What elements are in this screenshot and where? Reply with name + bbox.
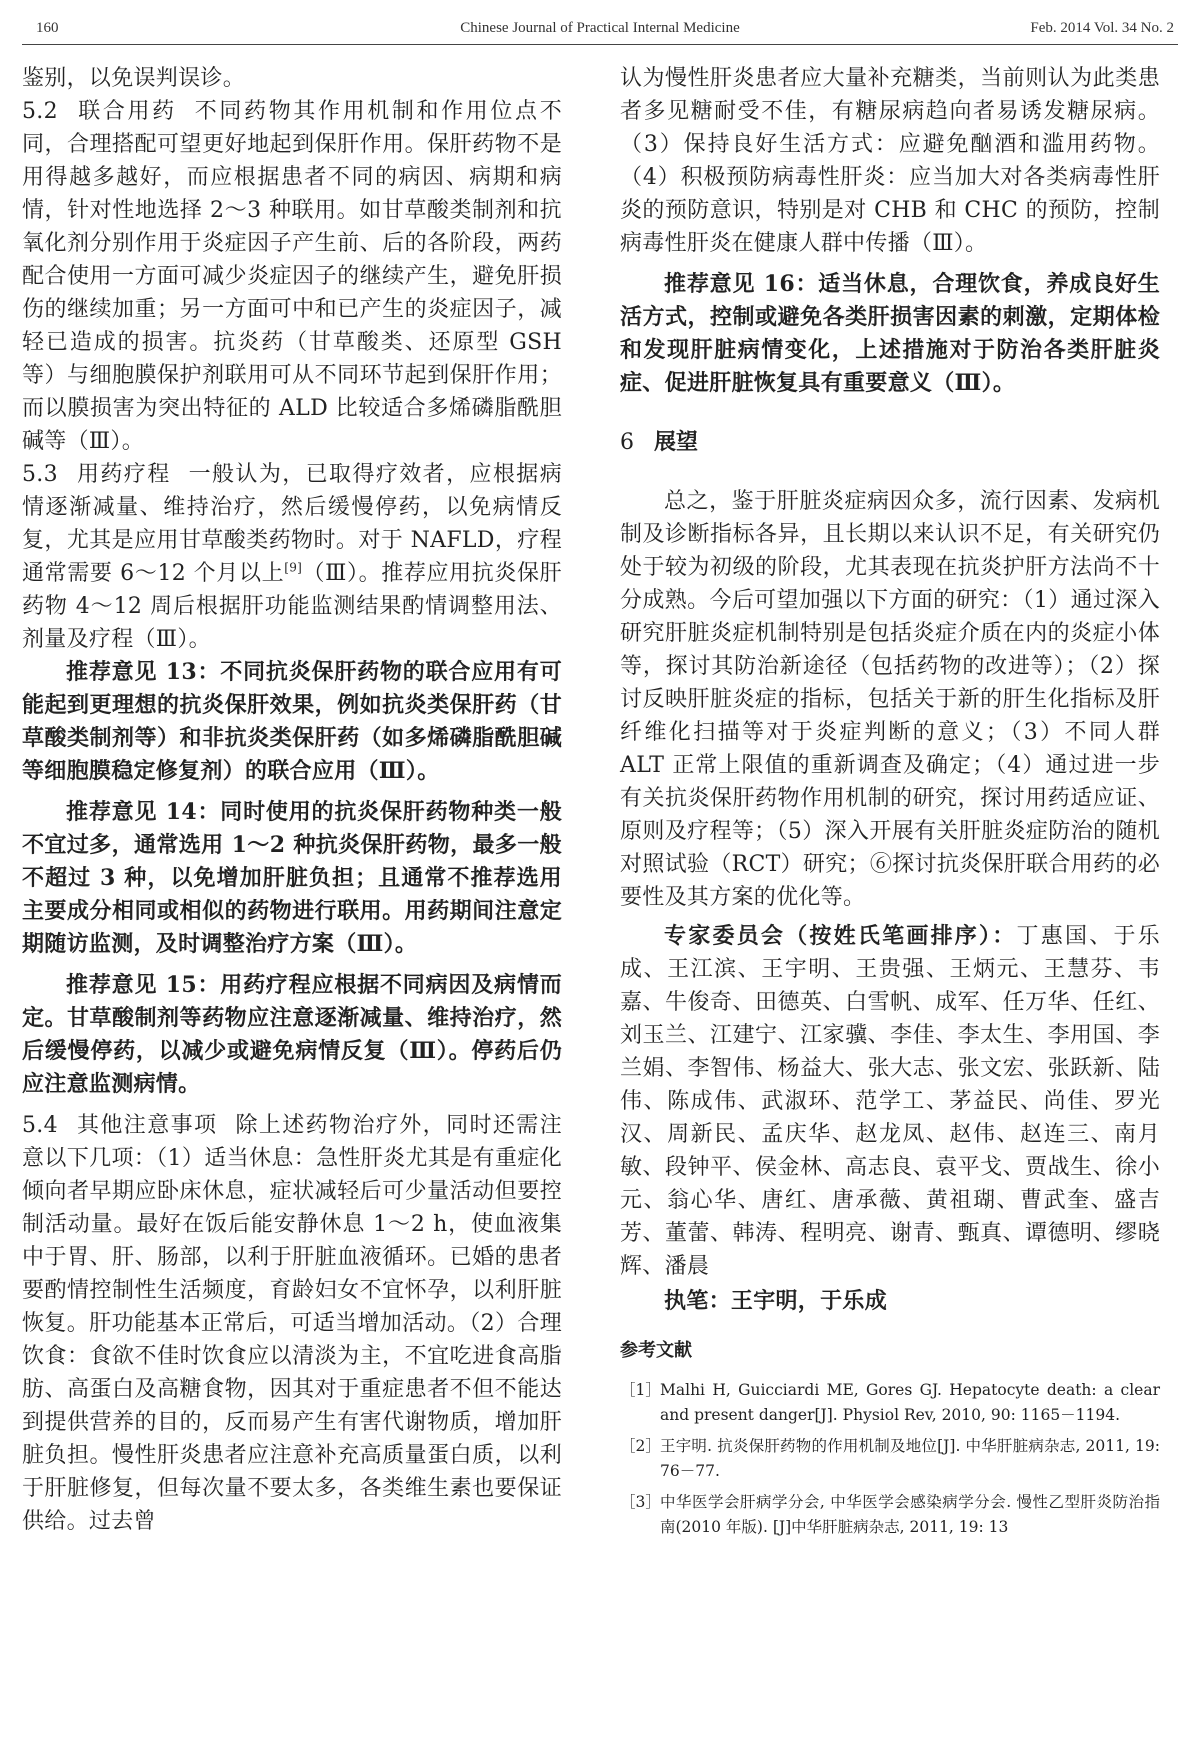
reference-item bbox=[620, 1378, 1160, 1428]
reference-item bbox=[620, 1490, 1160, 1540]
issue-info: Feb. 2014 Vol. 34 No. 2 bbox=[1030, 20, 1174, 36]
committee-names: 丁惠国、于乐成、王江滨、王宇明、王贵强、王炳元、王慧芬、韦嘉、牛俊奇、田德英、白雪帆、成军、任万华、任红、刘玉兰、江建宁、江家骥、李佳、李太生、李用国、李兰娟、李智伟、杨益大、张大志、张文宏、张跃新、陆伟、陈成伟、武淑环、范学工、茅益民、尚佳、罗光汉、周新民、孟庆华、赵龙凤、赵伟、赵连三、南月敏、段钟平、侯金林、高志良、袁平戈、贾战生、徐小元、翁心华、唐红、唐承薇、黄祖瑚、曹武奎、盛吉芳、董蕾、韩涛、程明亮、谢青、甄真、谭德明、缪晓辉、潘晨 bbox=[620, 924, 1160, 1279]
section-body: 不同药物其作用机制和作用位点不同，合理搭配可望更好地起到保肝作用。保肝药物不是用得越多越好，而应根据患者不同的病因、病期和病情，针对性地选择 2～3 种联用。如甘草酸类制剂和抗氧化剂分别作用于炎症因子产生前、后的各阶段，两药配合使用一方面可减少炎症因子的继续产生，避免肝损伤的继续加重；另一方面可中和已产生的炎症因子，减轻已造成的损害。抗炎药（甘草酸类、还原型 GSH 等）与细胞膜保护剂联用可从不同环节起到保肝作用；而以膜损害为突出特征的 ALD 比较适合多烯磷脂酰胆碱等（Ⅲ）。 bbox=[22, 99, 562, 454]
page-header bbox=[22, 14, 1178, 45]
left-column bbox=[22, 62, 562, 1538]
writers-line: 执笔：王宇明，于乐成 bbox=[664, 1288, 888, 1314]
section-body: 一般认为，已取得疗效者，应根据病情逐渐减量、维持治疗，然后缓慢停药，以免病情反复，尤其是应用甘草酸类药物时。对于 NAFLD，疗程通常需要 6～12 个月以上 bbox=[22, 462, 562, 586]
right-column bbox=[620, 62, 1160, 1546]
section-title: 展望 bbox=[654, 429, 699, 455]
section-5-3 bbox=[22, 458, 562, 656]
references-heading: 参考文献 bbox=[620, 1340, 692, 1361]
continued-paragraph: 认为慢性肝炎患者应大量补充糖类，当前则认为此类患者多见糖耐受不佳，有糖尿病趋向者易诱发糖尿病。（3）保持良好生活方式：应避免酗酒和滥用药物。（4）积极预防病毒性肝炎：应当加大对各类病毒性肝炎的预防意识，特别是对 CHB 和 CHC 的预防，控制病毒性肝炎在健康人群中传播（Ⅲ）。 bbox=[620, 66, 1160, 256]
journal-title: Chinese Journal of Practical Internal Medicine bbox=[460, 20, 740, 36]
section-5-4 bbox=[22, 1109, 562, 1538]
section-5-2 bbox=[22, 95, 562, 458]
citation: [9] bbox=[284, 560, 303, 575]
section-title: 联合用药 bbox=[75, 99, 177, 124]
section-title: 其他注意事项 bbox=[75, 1113, 218, 1138]
reference-text: 中华医学会肝病学分会, 中华医学会感染病学分会. 慢性乙型肝炎防治指南(2010 年版). [J]中华肝脏病杂志, 2011, 19: 13 bbox=[660, 1493, 1160, 1536]
recommendation-14: 推荐意见 14：同时使用的抗炎保肝药物种类一般不宜过多，通常选用 1～2 种抗炎保肝药物，最多一般不超过 3 种，以免增加肝脏负担；且通常不推荐选用主要成分相同或相似的药物进行联用。用药期间注意定期随访监测，及时调整治疗方案（Ⅲ）。 bbox=[22, 799, 562, 957]
section-6-heading bbox=[620, 426, 1160, 459]
reference-text: Malhi H, Guicciardi ME, Gores GJ. Hepatocyte death: a clear and present danger[J]. Physiol Rev, 2010, 90: 1165－1194. bbox=[660, 1381, 1160, 1424]
section-title: 用药疗程 bbox=[75, 462, 171, 487]
recommendation-13: 推荐意见 13：不同抗炎保肝药物的联合应用有可能起到更理想的抗炎保肝效果，例如抗炎类保肝药（甘草酸类制剂等）和非抗炎类保肝药（如多烯磷脂酰胆碱等细胞膜稳定修复剂）的联合应用（Ⅲ）。 bbox=[22, 659, 562, 784]
section-number: 5.2 bbox=[22, 99, 58, 124]
section-number: 5.3 bbox=[22, 462, 58, 487]
page-number: 160 bbox=[36, 20, 59, 36]
section-number: 5.4 bbox=[22, 1113, 58, 1138]
recommendation-16: 推荐意见 16：适当休息，合理饮食，养成良好生活方式，控制或避免各类肝损害因素的刺激，定期体检和发现肝脏病情变化，上述措施对于防治各类肝脏炎症、促进肝脏恢复具有重要意义（Ⅲ）。 bbox=[620, 271, 1160, 396]
recommendation-15: 推荐意见 15：用药疗程应根据不同病因及病情而定。甘草酸制剂等药物应注意逐渐减量、维持治疗，然后缓慢停药，以减少或避免病情反复（Ⅲ）。停药后仍应注意监测病情。 bbox=[22, 972, 562, 1097]
section-number: 6 bbox=[620, 430, 634, 455]
continued-paragraph: 鉴别，以免误判误诊。 bbox=[22, 66, 246, 91]
reference-number: ［2］ bbox=[620, 1437, 661, 1455]
section-body: 除上述药物治疗外，同时还需注意以下几项：（1）适当休息：急性肝炎尤其是有重症化倾向者早期应卧床休息，症状减轻后可少量活动但要控制活动量。最好在饭后能安静休息 1～2 h，使血液集中于胃、肝、肠部，以利于肝脏血液循环。已婚的患者要酌情控制性生活频度，育龄妇女不宜怀孕，以利肝脏恢复。肝功能基本正常后，可适当增加活动。（2）合理饮食：食欲不佳时饮食应以清淡为主，不宜吃进食高脂肪、高蛋白及高糖食物，因其对于重症患者不但不能达到提供营养的目的，反而易产生有害代谢物质，增加肝脏负担。慢性肝炎患者应注意补充高质量蛋白质，以利于肝脏修复，但每次量不要太多，各类维生素也要保证供给。过去曾 bbox=[22, 1113, 562, 1534]
committee-paragraph bbox=[620, 920, 1160, 1283]
committee-label: 专家委员会（按姓氏笔画排序）： bbox=[664, 923, 1017, 949]
reference-number: ［1］ bbox=[620, 1381, 661, 1399]
reference-number: ［3］ bbox=[620, 1493, 661, 1511]
section-body-cont: （Ⅲ）。推荐应用抗炎保肝药物 4～12 周后根据肝功能监测结果酌情调整用法、剂量及疗程（Ⅲ）。 bbox=[22, 561, 562, 652]
reference-item bbox=[620, 1434, 1160, 1484]
reference-list bbox=[620, 1378, 1160, 1540]
section-6-body: 总之，鉴于肝脏炎症病因众多，流行因素、发病机制及诊断指标各异，且长期以来认识不足，有关研究仍处于较为初级的阶段，尤其表现在抗炎护肝方法尚不十分成熟。今后可望加强以下方面的研究：（1）通过深入研究肝脏炎症机制特别是包括炎症介质在内的炎症小体等，探讨其防治新途径（包括药物的改进等）；（2）探讨反映肝脏炎症的指标，包括关于新的肝生化指标及肝纤维化扫描等对于炎症判断的意义；（3）不同人群 ALT 正常上限值的重新调查及确定；（4）通过进一步有关抗炎保肝药物作用机制的研究，探讨用药适应证、原则及疗程等；（5）深入开展有关肝脏炎症防治的随机对照试验（RCT）研究；⑥探讨抗炎保肝联合用药的必要性及其方案的优化等。 bbox=[620, 489, 1160, 910]
reference-text: 王宇明. 抗炎保肝药物的作用机制及地位[J]. 中华肝脏病杂志, 2011, 19: 76－77. bbox=[660, 1437, 1160, 1480]
